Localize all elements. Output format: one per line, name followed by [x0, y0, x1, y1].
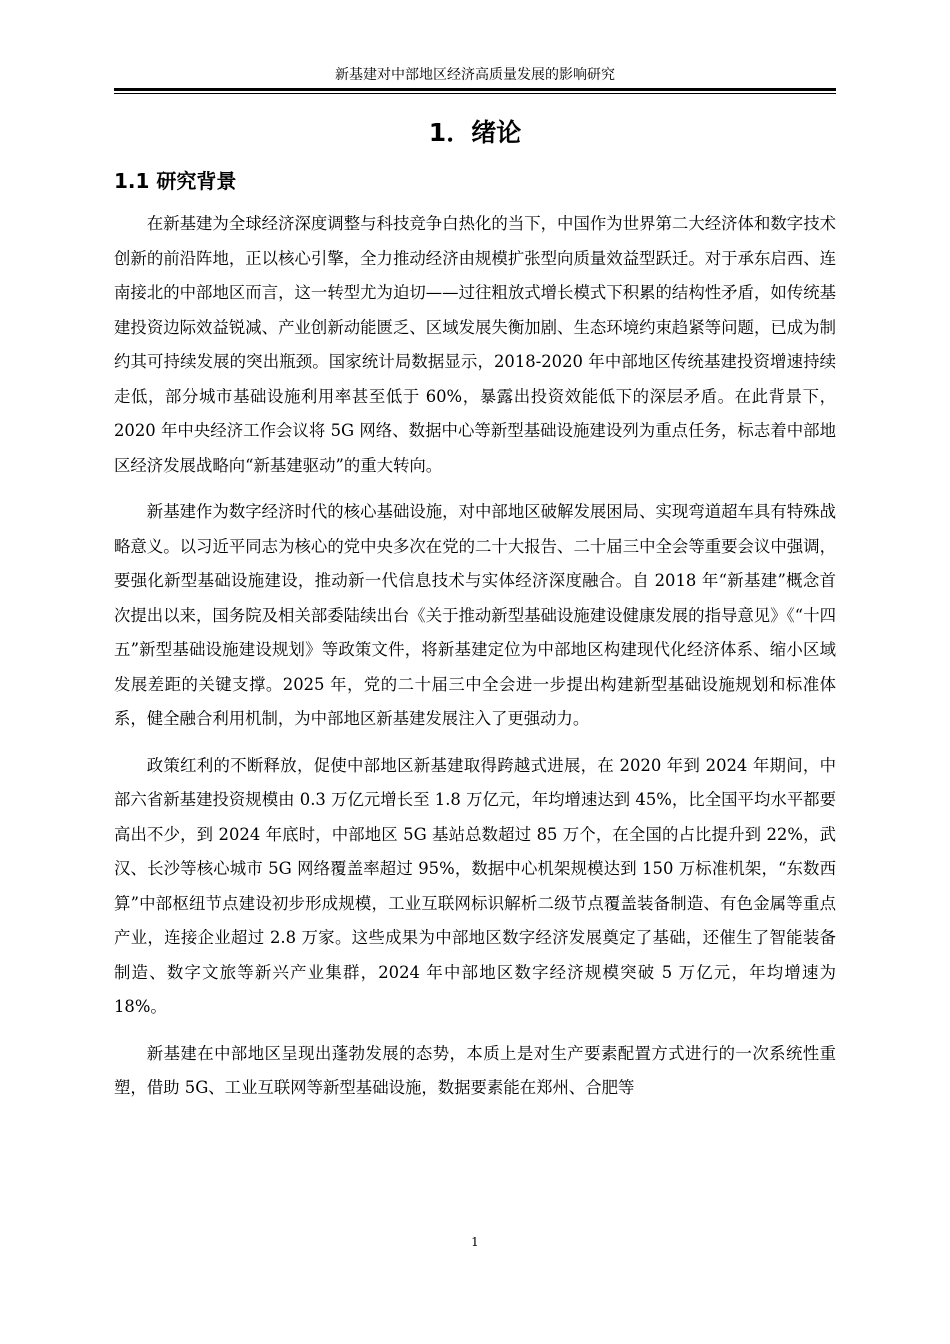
paragraph: 政策红利的不断释放，促使中部地区新基建取得跨越式进展，在 2020 年到 2024 年期间，中部六省新基建投资规模由 0.3 万亿元增长至 1.8 万亿元，年均增速达到 45%，比全国平均水平都要高出不少，到 2024 年底时，中部地区 5G 基站总数超过 85 万个，在全国的占比提升到 22%，武汉、长沙等核心城市 5G 网络覆盖率超过 95%，数据中心机架规模达到 150 万标准机架，“东数西算”中部枢纽节点建设初步形成规模，工业互联网标识解析二级节点覆盖装备制造、有色金属等重点产业，连接企业超过 2.8 万家。这些成果为中部地区数字经济发展奠定了基础，还催生了智能装备制造、数字文旅等新兴产业集群，2024 年中部地区数字经济规模突破 5 万亿元，年均增速为 18%。	[114, 755, 836, 1016]
paragraph: 新基建在中部地区呈现出蓬勃发展的态势，本质上是对生产要素配置方式进行的一次系统性重塑，借助 5G、工业互联网等新型基础设施，数据要素能在郑州、合肥等	[114, 1043, 836, 1097]
chapter-title: 1．绪论	[428, 118, 522, 147]
header-rule-thick	[114, 88, 836, 91]
page-number: 1	[471, 1235, 479, 1249]
section-title: 1.1 研究背景	[114, 169, 237, 193]
header-rule-thin	[114, 93, 836, 94]
body-text	[114, 207, 836, 1118]
paragraph: 在新基建为全球经济深度调整与科技竞争白热化的当下，中国作为世界第二大经济体和数字技术创新的前沿阵地，正以核心引擎，全力推动经济由规模扩张型向质量效益型跃迁。对于承东启西、连南接北的中部地区而言，这一转型尤为迫切——过往粗放式增长模式下积累的结构性矛盾，如传统基建投资边际效益锐减、产业创新动能匮乏、区域发展失衡加剧、生态环境约束趋紧等问题，已成为制约其可持续发展的突出瓶颈。国家统计局数据显示，2018-2020 年中部地区传统基建投资增速持续走低，部分城市基础设施利用率甚至低于 60%，暴露出投资效能低下的深层矛盾。在此背景下，2020 年中央经济工作会议将 5G 网络、数据中心等新型基础设施建设列为重点任务，标志着中部地区经济发展战略向“新基建驱动”的重大转向。	[114, 214, 836, 475]
running-header: 新基建对中部地区经济高质量发展的影响研究	[335, 67, 615, 83]
paragraph: 新基建作为数字经济时代的核心基础设施，对中部地区破解发展困局、实现弯道超车具有特殊战略意义。以习近平同志为核心的党中央多次在党的二十大报告、二十届三中全会等重要会议中强调，要强化新型基础设施建设，推动新一代信息技术与实体经济深度融合。自 2018 年“新基建”概念首次提出以来，国务院及相关部委陆续出台《关于推动新型基础设施建设健康发展的指导意见》《“十四五”新型基础设施建设规划》等政策文件，将新基建定位为中部地区构建现代化经济体系、缩小区域发展差距的关键支撑。2025 年，党的二十届三中全会进一步提出构建新型基础设施规划和标准体系，健全融合利用机制，为中部地区新基建发展注入了更强动力。	[114, 502, 836, 728]
